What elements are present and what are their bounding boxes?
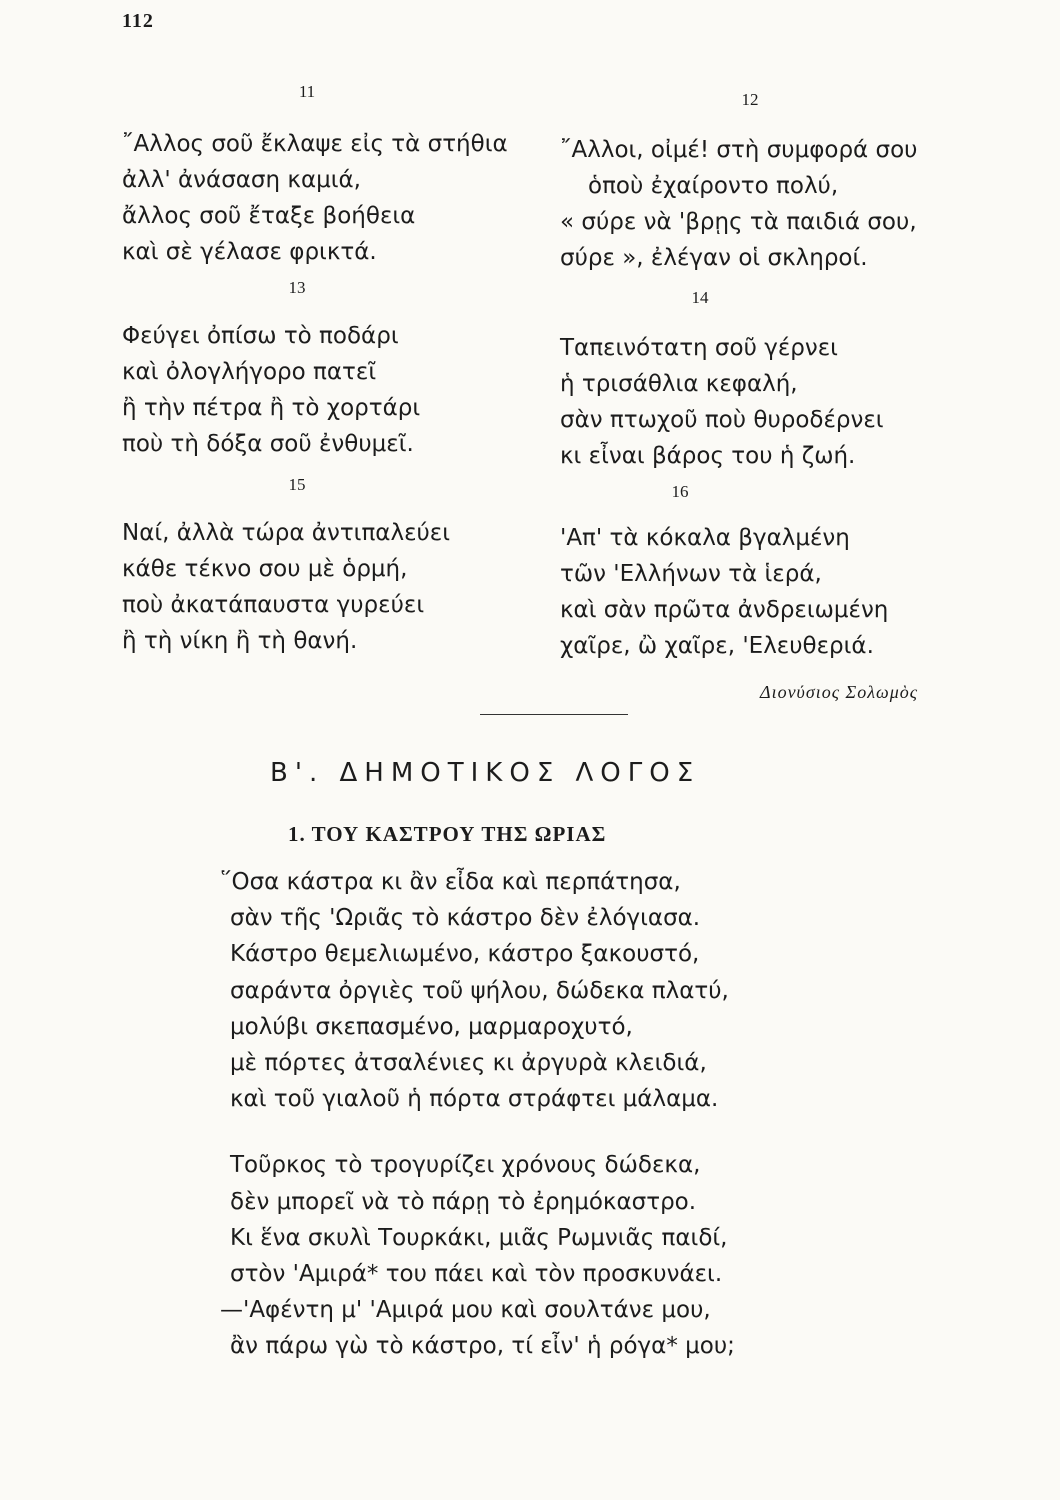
verse-line: καὶ ὀλογλήγορο πατεῖ xyxy=(122,359,377,385)
verse-line: ἀλλ' ἀνάσαση καμιά, xyxy=(122,167,361,193)
verse-line: κάθε τέκνο σου μὲ ὁρμή, xyxy=(122,556,408,582)
verse-line: χαῖρε, ὢ χαῖρε, 'Ελευθεριά. xyxy=(560,633,874,659)
page-number: 112 xyxy=(122,10,154,32)
verse-line: δὲν μπορεῖ νὰ τὸ πάρῃ τὸ ἐρημόκαστρο. xyxy=(230,1188,697,1215)
stanza-11 xyxy=(122,82,512,270)
verse-line: Φεύγει ὀπίσω τὸ ποδάρι xyxy=(122,323,399,349)
verse-line: σὰν πτωχοῦ ποὺ θυροδέρνει xyxy=(560,407,884,433)
verse-line: « σύρε νὰ 'βρῃς τὰ παιδιά σου, xyxy=(560,209,917,235)
verse-line: στὸν 'Αμιρά* του πάει καὶ τὸν προσκυνάει. xyxy=(230,1261,723,1288)
verse-line: Ναί, ἀλλὰ τώρα ἀντιπαλεύει xyxy=(122,520,451,546)
verse-line: καὶ σὲ γέλασε φρικτά. xyxy=(122,239,377,265)
verse-line: μολύβι σκεπασμένο, μαρμαροχυτό, xyxy=(230,1013,633,1040)
verse-line: μὲ πόρτες ἀτσαλένιες κι ἀργυρὰ κλειδιά, xyxy=(230,1050,707,1077)
author-signature: Διονύσιος Σολωμὸς xyxy=(760,682,919,702)
verse-line: Τοῦρκος τὸ τρογυρίζει χρόνους δώδεκα, xyxy=(230,1152,701,1179)
verse-line: ἡ τρισάθλια κεφαλή, xyxy=(560,371,798,397)
verse-line: ὁποὺ ἐχαίροντο πολύ, xyxy=(588,173,839,199)
stanza-12 xyxy=(560,90,960,276)
poem-title: 1. ΤΟΥ ΚΑΣΤΡΟΥ ΤΗΣ ΩΡΙΑΣ xyxy=(288,822,607,846)
stanza-number: 13 xyxy=(288,278,306,297)
stanza-15 xyxy=(122,475,512,659)
verse-line: σύρε », ἐλέγαν οἱ σκληροί. xyxy=(560,245,868,271)
verse-line: ῞Οσα κάστρα κι ἂν εἶδα καὶ περπάτησα, xyxy=(220,869,681,895)
section-title: Β'. ΔΗΜΟΤΙΚΟΣ ΛΟΓΟΣ xyxy=(270,758,701,788)
verse-line: ῎Αλλοι, οἰμέ! στὴ συμφορά σου xyxy=(560,137,918,163)
verse-line: καὶ σὰν πρῶτα ἀνδρειωμένη xyxy=(560,597,889,623)
verse-line: καὶ τοῦ γιαλοῦ ἡ πόρτα στράφτει μάλαμα. xyxy=(230,1086,719,1113)
verse-line: ποὺ τὴ δόξα σοῦ ἐνθυμεῖ. xyxy=(122,431,414,457)
verse-line: Κι ἕνα σκυλὶ Τουρκάκι, μιᾶς Ρωμνιᾶς παιδί, xyxy=(230,1224,728,1251)
verse-line: ἂν πάρω γὼ τὸ κάστρο, τί εἶν' ἡ ρόγα* μου; xyxy=(230,1333,735,1360)
stanza-number: 12 xyxy=(741,90,759,109)
stanza-13 xyxy=(122,278,512,462)
ballad-text xyxy=(206,864,735,1365)
verse-line: τῶν 'Ελλήνων τὰ ἱερά, xyxy=(560,561,822,587)
verse-line: —'Αφέντη μ' 'Αμιρά μου καὶ σουλτάνε μου, xyxy=(220,1297,711,1324)
stanza-16 xyxy=(560,482,960,664)
verse-line: ἄλλος σοῦ ἔταξε βοήθεια xyxy=(122,203,416,229)
section-divider xyxy=(480,714,628,715)
verse-line: ῎Αλλος σοῦ ἔκλαψε εἰς τὰ στήθια xyxy=(122,131,508,157)
verse-line: 'Απ' τὰ κόκαλα βγαλμένη xyxy=(560,525,850,551)
verse-line: ἢ τὴ νίκη ἢ τὴ θανή. xyxy=(122,628,358,654)
verse-line: σαράντα ὀργιὲς τοῦ ψήλου, δώδεκα πλατύ, xyxy=(230,977,729,1004)
verse-line: ποὺ ἀκατάπαυστα γυρεύει xyxy=(122,592,425,618)
stanza-number: 11 xyxy=(298,82,316,101)
verse-line: κι εἶναι βάρος του ἡ ζωή. xyxy=(560,443,856,469)
stanza-number: 16 xyxy=(671,482,689,501)
verse-line: ἢ τὴν πέτρα ἢ τὸ χορτάρι xyxy=(122,395,421,421)
verse-line: σὰν τῆς 'Ωριᾶς τὸ κάστρο δὲν ἐλόγιασα. xyxy=(230,905,701,932)
stanza-14 xyxy=(560,288,960,474)
stanza-gap xyxy=(206,1117,735,1147)
verse-line: Κάστρο θεμελιωμένο, κάστρο ξακουστό, xyxy=(230,941,700,968)
stanza-number: 15 xyxy=(288,475,306,494)
verse-line: Ταπεινότατη σοῦ γέρνει xyxy=(560,335,838,361)
stanza-number: 14 xyxy=(691,288,709,307)
